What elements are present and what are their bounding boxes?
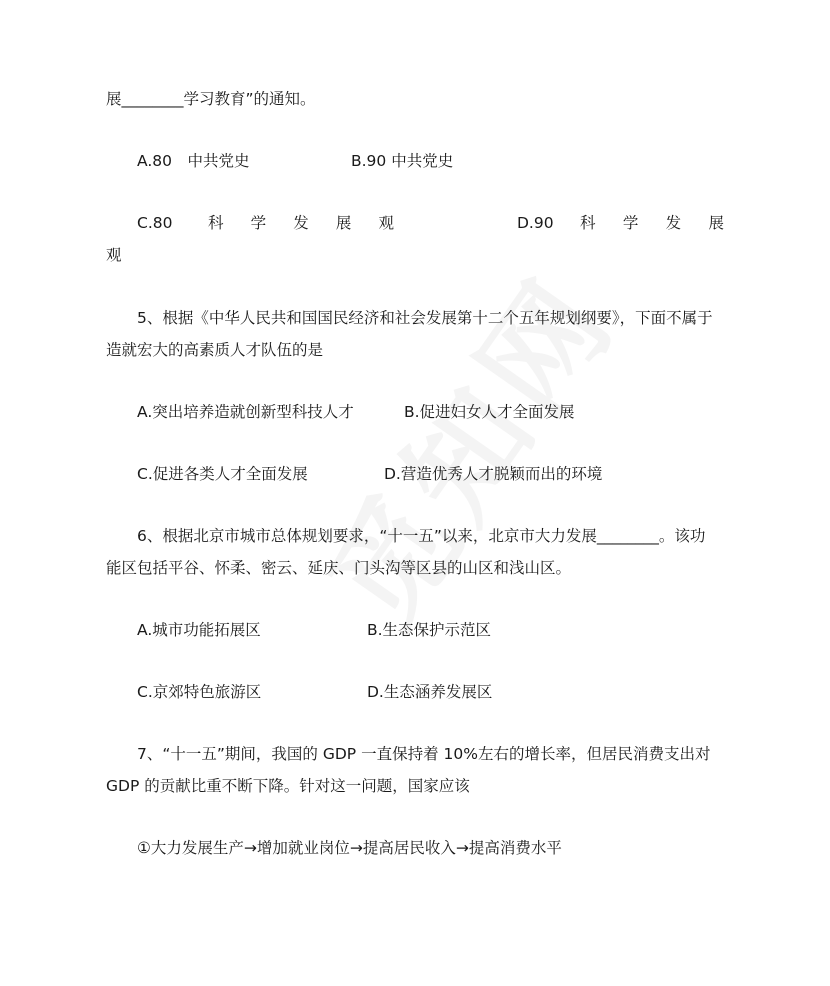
q4-option-c-char: 展 [335, 214, 352, 232]
q4-option-c-char: 观 [378, 214, 394, 232]
q4-option-d-label: D.90 [517, 214, 554, 232]
q4-option-c-text [208, 213, 394, 233]
q4-option-a: A.80 中共党史 [137, 152, 250, 170]
q6-option-a: A.城市功能拓展区 [137, 621, 261, 639]
q4-option-c-label: C.80 [137, 214, 173, 232]
q4-option-d-wrap: 观 [106, 246, 122, 264]
q5-question-line2: 造就宏大的高素质人才队伍的是 [106, 341, 324, 359]
q4-option-d-char: 科 [580, 214, 596, 232]
q5-option-c: C.促进各类人才全面发展 [137, 465, 308, 483]
q4-option-c-char: 科 [208, 214, 224, 232]
q4-option-c-char: 发 [293, 214, 309, 232]
q4-tail-line: 展________学习教育”的通知。 [106, 90, 316, 108]
q5-option-b: B.促进妇女人才全面发展 [404, 403, 575, 421]
q5-question-line1: 5、根据《中华人民共和国国民经济和社会发展第十二个五年规划纲要》，下面不属于 [137, 309, 713, 327]
q4-option-d-char: 学 [622, 214, 639, 232]
q7-question-line1: 7、“十一五”期间，我国的 GDP 一直保持着 10%左右的增长率，但居民消费支出对 [137, 745, 711, 763]
q4-option-b: B.90 中共党史 [351, 152, 454, 170]
q4-option-d-char: 展 [708, 214, 724, 232]
q5-option-d: D.营造优秀人才脱颖而出的环境 [384, 465, 603, 483]
q4-option-d-char: 发 [665, 214, 682, 232]
q6-question-line1: 6、根据北京市城市总体规划要求，“十一五”以来，北京市大力发展________。该功 [137, 527, 706, 545]
q4-option-d-text [580, 213, 724, 233]
q7-item-1: ①大力发展生产→增加就业岗位→提高居民收入→提高消费水平 [137, 839, 562, 857]
q6-option-b: B.生态保护示范区 [367, 621, 492, 639]
watermark [283, 237, 648, 655]
q7-question-line2: GDP 的贡献比重不断下降。针对这一问题，国家应该 [106, 777, 470, 795]
q6-option-d: D.生态涵养发展区 [367, 683, 493, 701]
q5-option-a: A.突出培养造就创新型科技人才 [137, 403, 354, 421]
q4-option-c-char: 学 [250, 214, 267, 232]
q6-question-line2: 能区包括平谷、怀柔、密云、延庆、门头沟等区县的山区和浅山区。 [106, 559, 572, 577]
q6-option-c: C.京郊特色旅游区 [137, 683, 262, 701]
